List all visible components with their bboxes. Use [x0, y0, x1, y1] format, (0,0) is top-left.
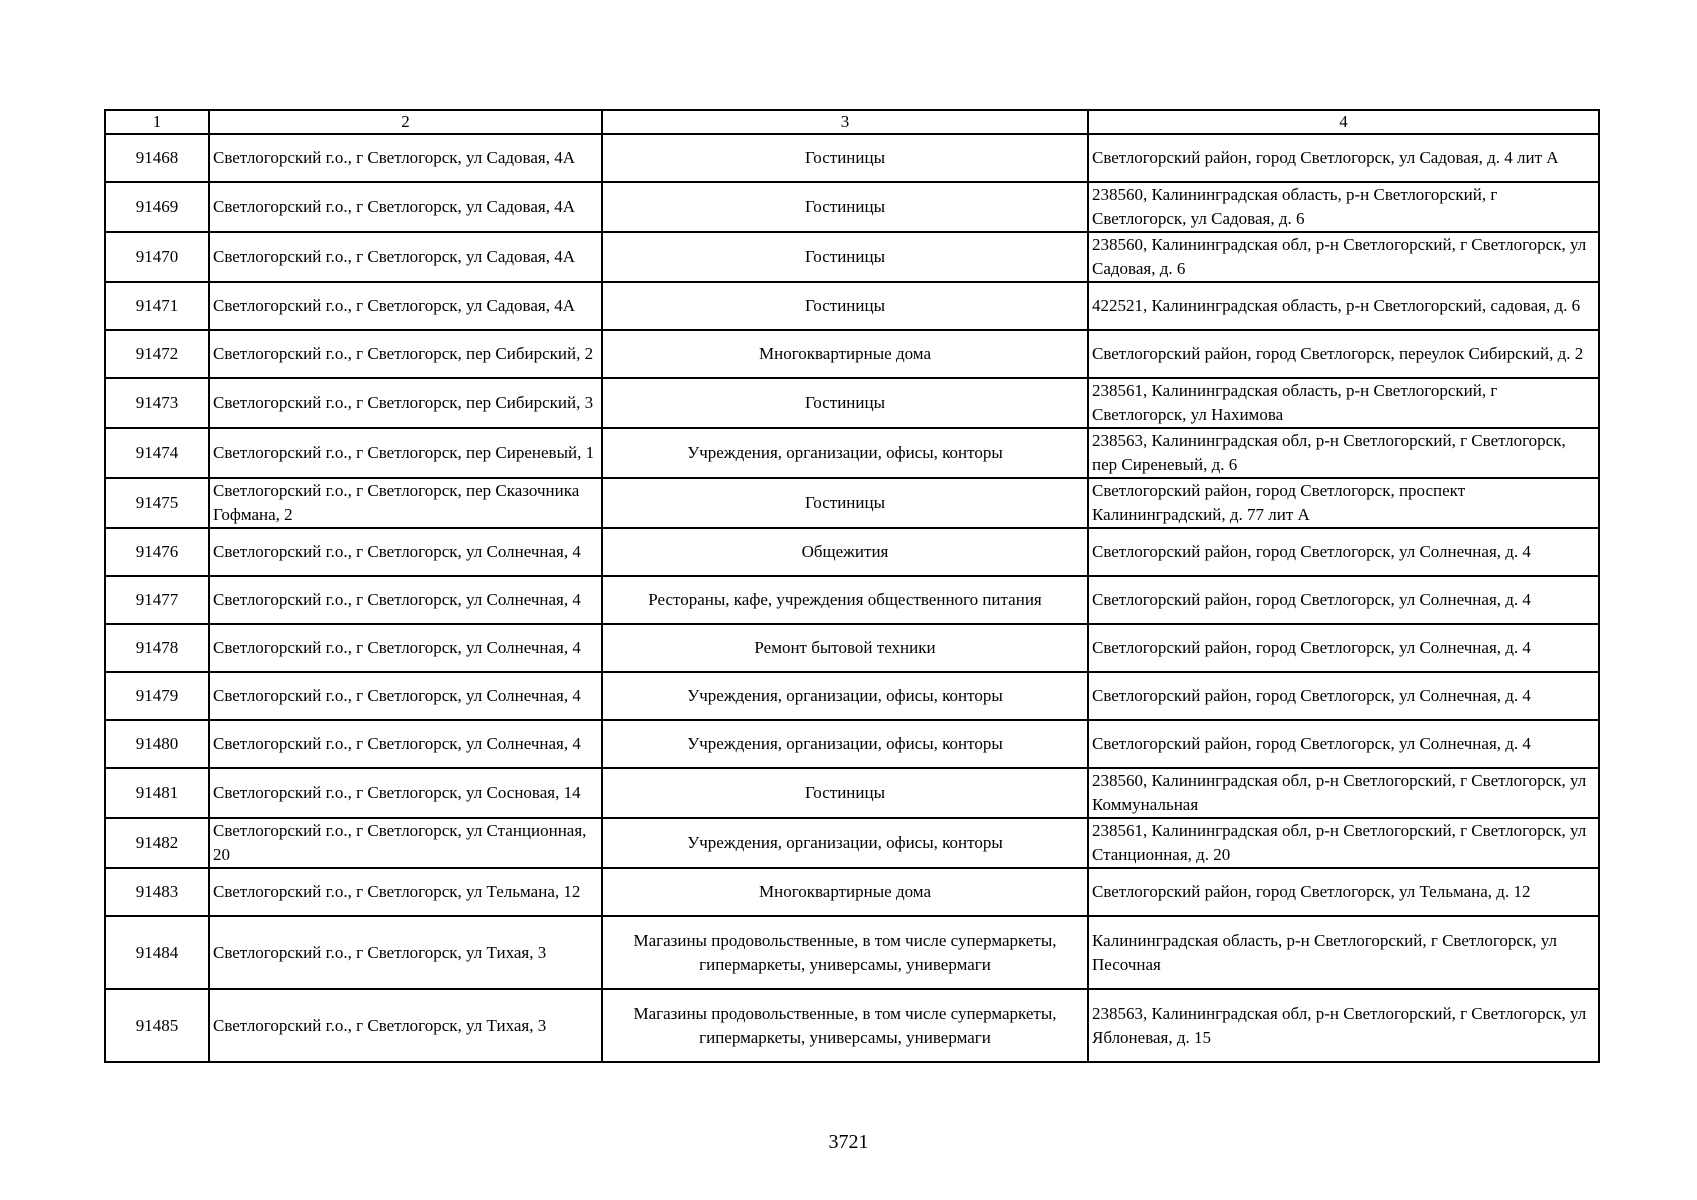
- cell-id: 91477: [105, 576, 209, 624]
- cell-id: 91478: [105, 624, 209, 672]
- cell-id: 91481: [105, 768, 209, 818]
- cell-type: Магазины продовольственные, в том числе супермаркеты, гипермаркеты, универсамы, универмаги: [602, 916, 1088, 989]
- cell-id: 91485: [105, 989, 209, 1062]
- cell-full-address: Светлогорский район, город Светлогорск, проспект Калининградский, д. 77 лит А: [1088, 478, 1599, 528]
- cell-full-address: Светлогорский район, город Светлогорск, ул Солнечная, д. 4: [1088, 624, 1599, 672]
- table-row: [105, 868, 1599, 916]
- cell-id: 91479: [105, 672, 209, 720]
- cell-type: Учреждения, организации, офисы, конторы: [602, 672, 1088, 720]
- table-row: [105, 916, 1599, 989]
- cell-full-address: Светлогорский район, город Светлогорск, ул Солнечная, д. 4: [1088, 720, 1599, 768]
- cell-type: Гостиницы: [602, 134, 1088, 182]
- cell-id: 91480: [105, 720, 209, 768]
- cell-type: Гостиницы: [602, 282, 1088, 330]
- table-row: [105, 528, 1599, 576]
- cell-address: Светлогорский г.о., г Светлогорск, ул Сосновая, 14: [209, 768, 602, 818]
- cell-full-address: Светлогорский район, город Светлогорск, ул Солнечная, д. 4: [1088, 672, 1599, 720]
- table-row: [105, 282, 1599, 330]
- cell-full-address: 238563, Калининградская обл, р-н Светлогорский, г Светлогорск, пер Сиреневый, д. 6: [1088, 428, 1599, 478]
- cell-full-address: Светлогорский район, город Светлогорск, ул Тельмана, д. 12: [1088, 868, 1599, 916]
- cell-address: Светлогорский г.о., г Светлогорск, ул Садовая, 4А: [209, 182, 602, 232]
- cell-type: Учреждения, организации, офисы, конторы: [602, 428, 1088, 478]
- cell-address: Светлогорский г.о., г Светлогорск, ул Садовая, 4А: [209, 134, 602, 182]
- cell-address: Светлогорский г.о., г Светлогорск, ул Садовая, 4А: [209, 232, 602, 282]
- data-table: [104, 109, 1600, 1063]
- cell-address: Светлогорский г.о., г Светлогорск, ул Солнечная, 4: [209, 576, 602, 624]
- column-header: 3: [602, 110, 1088, 134]
- cell-full-address: 238561, Калининградская область, р-н Светлогорский, г Светлогорск, ул Нахимова: [1088, 378, 1599, 428]
- cell-id: 91469: [105, 182, 209, 232]
- table-row: [105, 672, 1599, 720]
- column-header: 4: [1088, 110, 1599, 134]
- cell-address: Светлогорский г.о., г Светлогорск, ул Станционная, 20: [209, 818, 602, 868]
- table-row: [105, 478, 1599, 528]
- cell-address: Светлогорский г.о., г Светлогорск, ул Тельмана, 12: [209, 868, 602, 916]
- cell-full-address: 238560, Калининградская обл, р-н Светлогорский, г Светлогорск, ул Садовая, д. 6: [1088, 232, 1599, 282]
- table-row: [105, 134, 1599, 182]
- cell-type: Многоквартирные дома: [602, 868, 1088, 916]
- cell-id: 91476: [105, 528, 209, 576]
- table-row: [105, 232, 1599, 282]
- table-row: [105, 768, 1599, 818]
- cell-id: 91474: [105, 428, 209, 478]
- cell-address: Светлогорский г.о., г Светлогорск, ул Садовая, 4А: [209, 282, 602, 330]
- cell-type: Учреждения, организации, офисы, конторы: [602, 720, 1088, 768]
- cell-full-address: 238560, Калининградская область, р-н Светлогорский, г Светлогорск, ул Садовая, д. 6: [1088, 182, 1599, 232]
- cell-id: 91472: [105, 330, 209, 378]
- cell-address: Светлогорский г.о., г Светлогорск, ул Солнечная, 4: [209, 528, 602, 576]
- cell-id: 91473: [105, 378, 209, 428]
- cell-full-address: Светлогорский район, город Светлогорск, ул Солнечная, д. 4: [1088, 576, 1599, 624]
- cell-full-address: Светлогорский район, город Светлогорск, ул Садовая, д. 4 лит А: [1088, 134, 1599, 182]
- table-row: [105, 182, 1599, 232]
- cell-full-address: 238560, Калининградская обл, р-н Светлогорский, г Светлогорск, ул Коммунальная: [1088, 768, 1599, 818]
- cell-address: Светлогорский г.о., г Светлогорск, ул Солнечная, 4: [209, 624, 602, 672]
- cell-id: 91470: [105, 232, 209, 282]
- table-row: [105, 428, 1599, 478]
- table-row: [105, 378, 1599, 428]
- cell-type: Многоквартирные дома: [602, 330, 1088, 378]
- cell-id: 91468: [105, 134, 209, 182]
- header-row: [105, 110, 1599, 134]
- cell-type: Ремонт бытовой техники: [602, 624, 1088, 672]
- cell-full-address: Светлогорский район, город Светлогорск, ул Солнечная, д. 4: [1088, 528, 1599, 576]
- cell-type: Общежития: [602, 528, 1088, 576]
- cell-address: Светлогорский г.о., г Светлогорск, ул Тихая, 3: [209, 916, 602, 989]
- cell-full-address: 238563, Калининградская обл, р-н Светлогорский, г Светлогорск, ул Яблоневая, д. 15: [1088, 989, 1599, 1062]
- cell-type: Магазины продовольственные, в том числе супермаркеты, гипермаркеты, универсамы, универмаги: [602, 989, 1088, 1062]
- cell-type: Рестораны, кафе, учреждения общественного питания: [602, 576, 1088, 624]
- table-row: [105, 576, 1599, 624]
- table-row: [105, 989, 1599, 1062]
- page-number: 3721: [828, 1131, 869, 1153]
- cell-id: 91484: [105, 916, 209, 989]
- table-row: [105, 720, 1599, 768]
- cell-type: Гостиницы: [602, 182, 1088, 232]
- cell-id: 91471: [105, 282, 209, 330]
- cell-address: Светлогорский г.о., г Светлогорск, пер Сиреневый, 1: [209, 428, 602, 478]
- cell-full-address: Светлогорский район, город Светлогорск, переулок Сибирский, д. 2: [1088, 330, 1599, 378]
- table-row: [105, 624, 1599, 672]
- table-row: [105, 818, 1599, 868]
- cell-type: Гостиницы: [602, 478, 1088, 528]
- column-header: 1: [105, 110, 209, 134]
- cell-type: Гостиницы: [602, 232, 1088, 282]
- cell-address: Светлогорский г.о., г Светлогорск, пер Сибирский, 2: [209, 330, 602, 378]
- cell-address: Светлогорский г.о., г Светлогорск, ул Тихая, 3: [209, 989, 602, 1062]
- cell-address: Светлогорский г.о., г Светлогорск, ул Солнечная, 4: [209, 720, 602, 768]
- cell-full-address: 422521, Калининградская область, р-н Светлогорский, садовая, д. 6: [1088, 282, 1599, 330]
- cell-address: Светлогорский г.о., г Светлогорск, пер Сказочника Гофмана, 2: [209, 478, 602, 528]
- cell-address: Светлогорский г.о., г Светлогорск, ул Солнечная, 4: [209, 672, 602, 720]
- cell-id: 91482: [105, 818, 209, 868]
- cell-id: 91475: [105, 478, 209, 528]
- cell-type: Учреждения, организации, офисы, конторы: [602, 818, 1088, 868]
- cell-type: Гостиницы: [602, 768, 1088, 818]
- column-header: 2: [209, 110, 602, 134]
- cell-type: Гостиницы: [602, 378, 1088, 428]
- cell-full-address: Калининградская область, р-н Светлогорский, г Светлогорск, ул Песочная: [1088, 916, 1599, 989]
- table-row: [105, 330, 1599, 378]
- cell-full-address: 238561, Калининградская обл, р-н Светлогорский, г Светлогорск, ул Станционная, д. 20: [1088, 818, 1599, 868]
- cell-id: 91483: [105, 868, 209, 916]
- cell-address: Светлогорский г.о., г Светлогорск, пер Сибирский, 3: [209, 378, 602, 428]
